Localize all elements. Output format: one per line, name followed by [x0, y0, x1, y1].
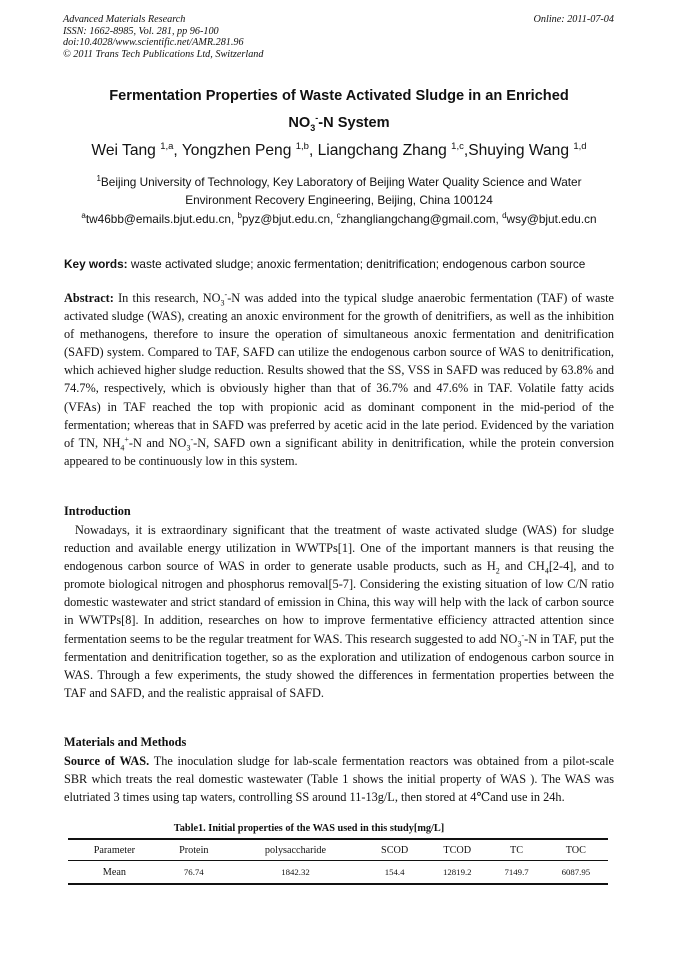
- keywords: [64, 257, 585, 271]
- keywords-text: waste activated sludge; anoxic fermentation; denitrification; endogenous carbon source: [127, 257, 586, 271]
- title-line-2: $NO_3^--N$ System: [288, 113, 390, 133]
- subsection-label: Source of WAS.: [64, 754, 150, 768]
- column-header: TCOD: [425, 839, 489, 861]
- abstract: Abstract: In this research, $NO_3^--N$ was added into the typical sludge anaerobic fermentation (TAF) of waste activated sludge (WAS), creating an anoxic environment for the growth of denitrifiers, as well as the inhibition of methanogens, therefore to insure the operation of simultaneous anoxic fermentation and denitrification (SAFD) system. Compared to TAF, SAFD can utilize the endogenous carbon source of WAS to denitrification, which achieved higher sludge reduction. Results showed that the SS, VSS in SAFD was reduced by 63.8% and 74.7%, respectively, which is obviously higher than that of 36.7% and 47.6% in TAF. Volatile fatty acids (VFAs) in TAF reached the top with propionic acid as dominant component in the mid-period of the fermentation; whereas that in SAFD was preferred by acetic acid in the late period. Evidenced by the variation of TN, $NH_4^+-N$ and $NO_3^--N$, SAFD own a significant ability in denitrification, while the protein conversion appeared to be continuously low in this system.: [64, 289, 614, 468]
- journal-header: [63, 14, 263, 60]
- author-list: Wei Tang $^{1,a}$, Yongzhen Peng $^{1,b}$, Liangchang Zhang $^{1,c}$,Shuying Wang $^{1,d}$: [91, 141, 587, 160]
- table-caption: Table1. Initial properties of the WAS used in this study[mg/L]: [173, 823, 445, 834]
- online-date: Online: 2011-07-04: [533, 14, 614, 25]
- email-link[interactable]: tw46bb@emails.bjut.edu.cn,: [85, 211, 238, 226]
- table-cell: Mean: [68, 861, 161, 885]
- author-emails: $^a$tw46bb@emails.bjut.edu.cn, $^b$pyz@bjut.edu.cn, $^c$zhangliangchang@gmail.com, $^d$wsy@bjut.edu.cn: [81, 211, 597, 226]
- table-cell: 76.74: [161, 861, 227, 885]
- introduction-body: Nowadays, it is extraordinary significant that the treatment of waste activated sludge (WAS) for sludge reduction and available energy utilization in WWTPs[1]. One of the important manners is that reusing the endogenous carbon source of WAS in order to generate usable products, such as $H_2$ and $CH_4[2-4]$, and to promote biological nitrogen and phosphorus removal[5-7]. Considering the existing situation of low C/N ratio domestic wastewater and strict standard of emission in China, this way will help with the lack of carbon source in WWTPs[8]. In addition, researches on how to improve fermentative efficiency attracted attention since fermentation seems to be the regular treatment for WAS. This research suggested to add $NO_3^--N$ in TAF, put the fermentation and denitrification together, so as the exploration and utilization of endogenous carbon source in WAS. Through a few experiments, the study showed the differences in fermentation properties between the TAF and SAFD, and the realistic appraisal of SAFD.: [64, 523, 615, 700]
- author: Wei Tang: [91, 142, 156, 160]
- table-row: [68, 861, 608, 885]
- column-header: SCOD: [364, 839, 425, 861]
- table-cell: 7149.7: [489, 861, 543, 885]
- paper-title: [63, 85, 615, 139]
- column-header: Parameter: [68, 839, 161, 861]
- email-link[interactable]: wsy@bjut.edu.cn: [506, 211, 597, 226]
- column-header: polysaccharide: [227, 839, 364, 861]
- doi: doi:10.4028/www.scientific.net/AMR.281.96: [63, 37, 244, 49]
- section-heading-introduction: Introduction: [64, 504, 131, 518]
- table-header-row: [68, 839, 608, 861]
- author: Liangchang Zhang: [317, 142, 447, 160]
- author: Yongzhen Peng: [181, 142, 292, 160]
- keywords-label: Key words:: [64, 257, 128, 271]
- table-cell: 154.4: [364, 861, 425, 885]
- table-cell: 12819.2: [425, 861, 489, 885]
- table-cell: 1842.32: [227, 861, 364, 885]
- journal-name: Advanced Materials Research: [63, 14, 186, 25]
- column-header: TOC: [544, 839, 608, 861]
- copyright: © 2011 Trans Tech Publications Ltd, Switzerland: [63, 48, 264, 60]
- column-header: TC: [489, 839, 543, 861]
- source-of-was-paragraph: Source of WAS. The inoculation sludge for lab-scale fermentation reactors was obtained from a pilot-scale SBR which treats the real domestic wastewater (Table 1 shows the initial property of WAS ). The WAS was elutriated 3 times using tap waters, controlling SS around 11-13g/L, then stored at 4℃and use in 24h.: [64, 754, 615, 805]
- column-header: Protein: [161, 839, 227, 861]
- title-line-1: Fermentation Properties of Waste Activated Sludge in an Enriched: [109, 88, 569, 104]
- abstract-label: Abstract:: [64, 291, 114, 305]
- email-link[interactable]: zhangliangchang@gmail.com,: [340, 211, 503, 226]
- email-link[interactable]: pyz@bjut.edu.cn,: [241, 211, 337, 226]
- author: Shuying Wang: [468, 142, 570, 160]
- initial-properties-table: [68, 838, 608, 885]
- table-cell: 6087.95: [544, 861, 608, 885]
- section-heading-methods: Materials and Methods: [64, 735, 187, 749]
- affiliation: $^1$Beijing University of Technology, Key Laboratory of Beijing Water Quality Science and Water Environment Recovery Engineering, Beijing, China 100124: [96, 174, 582, 207]
- issn: ISSN: 1662-8985, Vol. 281, pp 96-100: [63, 25, 219, 37]
